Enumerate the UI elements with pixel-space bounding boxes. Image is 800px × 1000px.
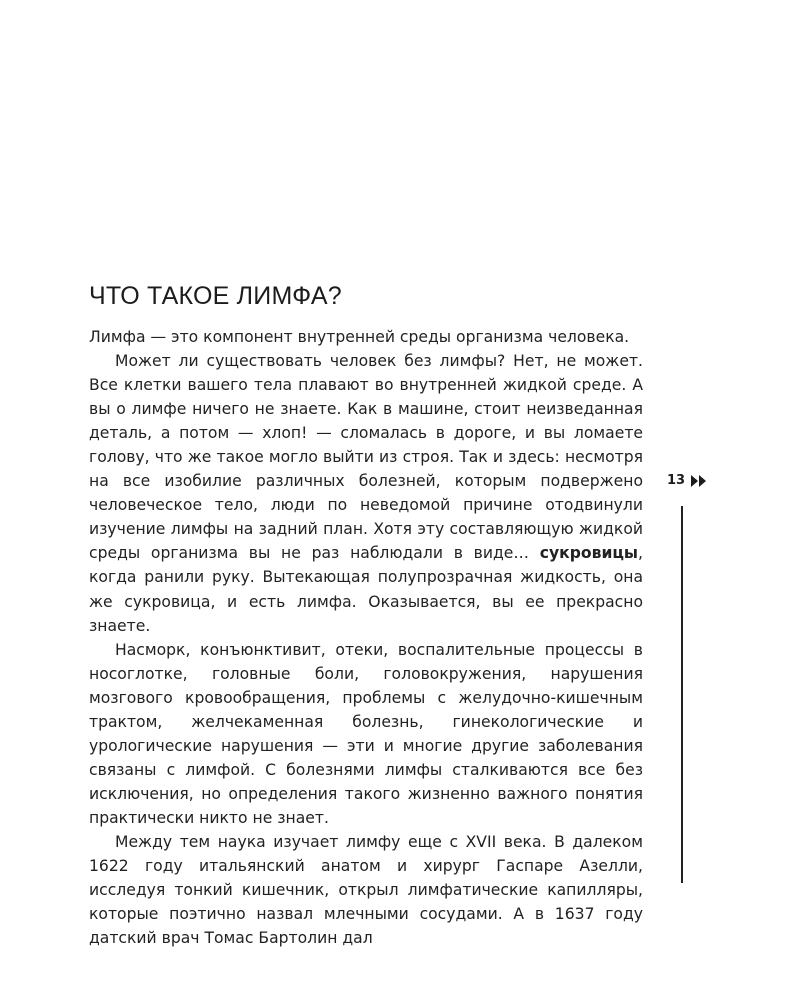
- paragraph-text: Между тем наука изучает лимфу еще с XVII века. В далеком 1622 году итальянский анатом и хирург Гаспаре Азелли, исследуя тонкий кишечник, открыл лимфатические капилляры, которые поэтично назвал млечными сосудами. А в 1637 году датский врач Томас Бартолин дал: [89, 832, 643, 948]
- chapter-heading: ЧТО ТАКОЕ ЛИМФА?: [89, 282, 342, 310]
- bold-term: сукровицы: [539, 544, 639, 563]
- paragraph-text: Лимфа — это компонент внутренней среды организма человека.: [89, 328, 630, 346]
- paragraph: [89, 830, 643, 950]
- paragraph-text: Насморк, конъюнктивит, отеки, воспалительные процессы в носоглотке, головные боли, головокружения, нарушения мозгового кровообращения, проблемы с желудочно-кишечным трактом, желчекаменная болезнь, гинекологические и урологические нарушения — эти и многие другие заболевания связаны с лимфой. С болезнями лимфы сталкиваются все без исключения, но определения такого жизненно важного понятия практически никто не знает.: [89, 640, 643, 827]
- double-chevron-right-icon: [691, 475, 707, 487]
- paragraph: [89, 349, 643, 638]
- paragraph-text: Может ли существовать человек без лимфы? Нет, не может. Все клетки вашего тела плавают во внутренней жидкой среде. А вы о лимфе ничего не знаете. Как в машине, стоит неизведанная деталь, а потом — хлоп! — сломалась в дороге, и вы ломаете голову, что же такое могло выйти из строя. Так и здесь: несмотря на все изобилие различных болезней, которым подвержено человеческое тело, люди по неведомой причине отодвинули изучение лимфы на задний план. Хотя эту составляющую жидкой среды организма вы не раз наблюдали в виде…: [89, 352, 643, 563]
- page-number: 13: [667, 473, 686, 488]
- paragraph: [89, 325, 643, 349]
- paragraph: [89, 638, 643, 830]
- margin-rule: [681, 506, 683, 883]
- paragraph-text: , когда ранили руку. Вытекающая полупрозрачная жидкость, она же сукровица, и есть лимфа. Оказывается, вы ее прекрасно знаете.: [89, 544, 643, 635]
- body-text: [89, 325, 643, 950]
